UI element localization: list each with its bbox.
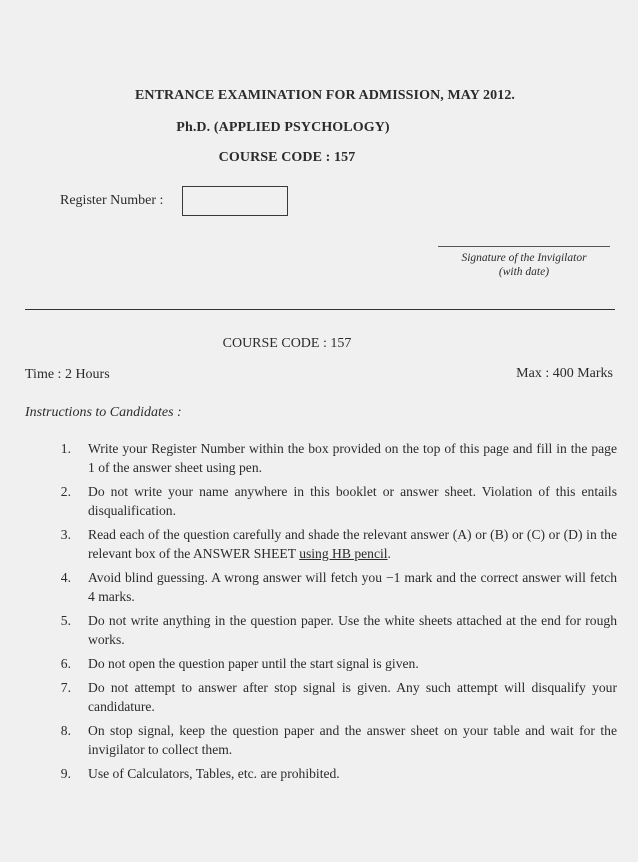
instruction-number: 1.: [60, 441, 71, 456]
instruction-item: [55, 525, 617, 563]
instruction-text: Do not write anything in the question paper. Use the white sheets attached at the end for rough works.: [88, 613, 617, 647]
instruction-text: Do not open the question paper until the start signal is given.: [88, 656, 419, 671]
section-divider: [25, 309, 615, 310]
max-marks: Max : 400 Marks: [516, 366, 613, 381]
instruction-number: 4.: [60, 570, 71, 585]
instruction-number: 2.: [60, 484, 71, 499]
instruction-text: On stop signal, keep the question paper and the answer sheet on your table and wait for the invigilator to collect them.: [88, 723, 617, 757]
instruction-item: [55, 721, 617, 759]
signature-caption-line2: (with date): [498, 266, 550, 278]
instruction-text: Read each of the question carefully and shade the relevant answer (A) or (B) or (C) or (D) in the relevant box of the ANSWER SHEET: [88, 527, 617, 561]
instruction-number: 5.: [60, 613, 71, 628]
instruction-text: Avoid blind guessing. A wrong answer will fetch you −1 mark and the correct answer will fetch 4 marks.: [88, 570, 617, 604]
exam-title: ENTRANCE EXAMINATION FOR ADMISSION, MAY 2012.: [134, 88, 516, 103]
instruction-item: [55, 654, 617, 673]
register-number-label: Register Number :: [60, 193, 164, 208]
signature-caption-line1: Signature of the Invigilator: [461, 252, 587, 264]
instruction-number: 3.: [60, 527, 71, 542]
instruction-number: 6.: [60, 656, 71, 671]
invigilator-signature-caption: [438, 251, 610, 279]
instruction-number: 9.: [60, 766, 71, 781]
instruction-number: 8.: [60, 723, 71, 738]
instruction-number: 7.: [60, 680, 71, 695]
instructions-heading: Instructions to Candidates :: [25, 405, 182, 420]
instruction-text: Use of Calculators, Tables, etc. are prohibited.: [88, 766, 340, 781]
course-code-heading: COURSE CODE : 157: [218, 150, 356, 165]
instruction-item: [55, 611, 617, 649]
instruction-text: Do not attempt to answer after stop signal is given. Any such attempt will disqualify your candidature.: [88, 680, 617, 714]
instruction-text: Do not write your name anywhere in this booklet or answer sheet. Violation of this entails disqualification.: [88, 484, 617, 518]
instruction-underlined-text: using HB pencil: [299, 546, 388, 561]
instructions-list: [55, 439, 617, 788]
register-number-box[interactable]: [182, 186, 288, 216]
instruction-item: [55, 678, 617, 716]
instruction-text: Write your Register Number within the box provided on the top of this page and fill in the page 1 of the answer sheet using pen.: [88, 441, 617, 475]
programme-title: Ph.D. (APPLIED PSYCHOLOGY): [176, 120, 390, 135]
instruction-item: [55, 439, 617, 477]
instruction-item: [55, 764, 617, 783]
instruction-item: [55, 482, 617, 520]
instruction-text-tail: .: [387, 546, 391, 561]
signature-line: [438, 246, 610, 247]
course-code-label: COURSE CODE : 157: [222, 336, 352, 351]
time-allowed: Time : 2 Hours: [25, 367, 110, 382]
instruction-item: [55, 568, 617, 606]
